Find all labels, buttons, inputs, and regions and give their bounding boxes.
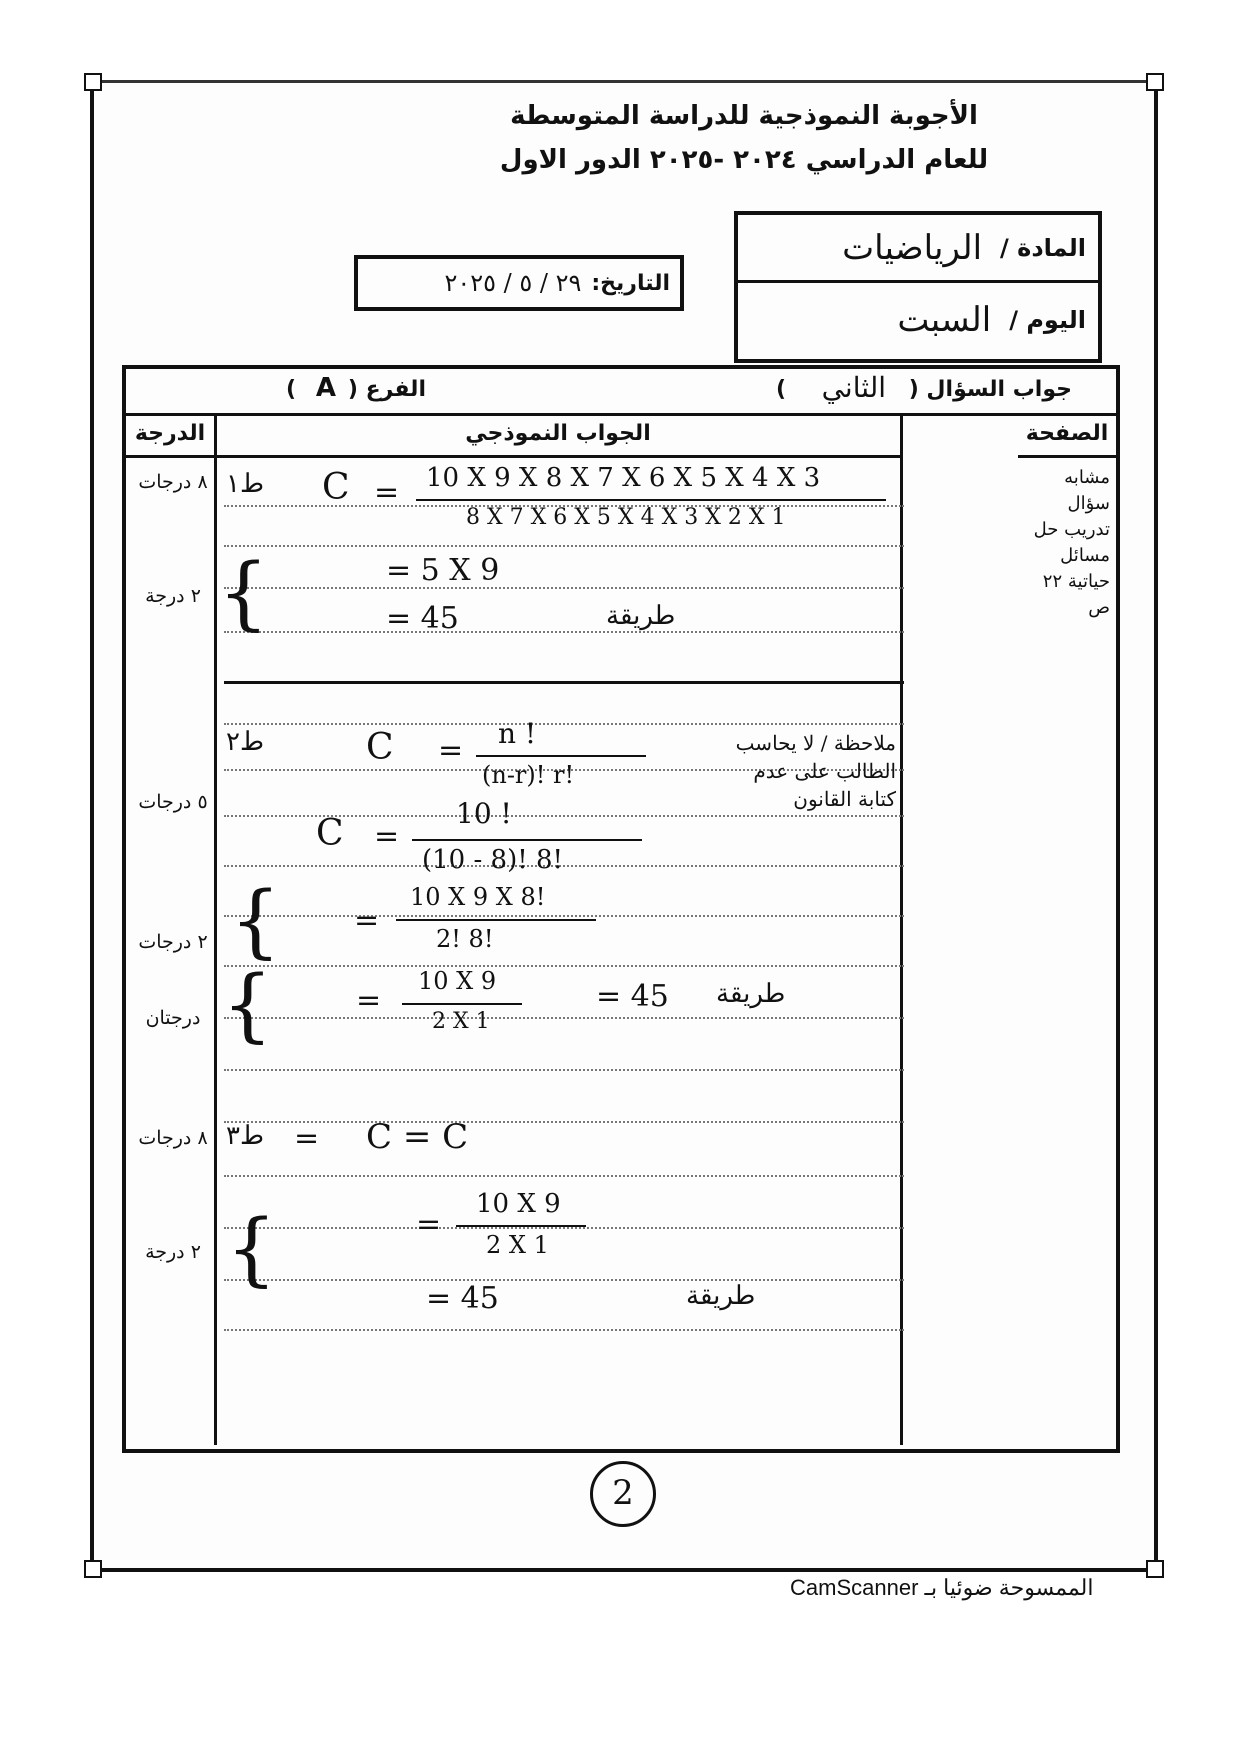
corner-mark — [1146, 1560, 1164, 1578]
corner-mark — [1146, 73, 1164, 91]
branch-value: A — [315, 373, 336, 403]
brace-icon: { — [226, 1202, 277, 1295]
ruled-line — [224, 915, 904, 917]
fraction-denominator: 2 X 1 — [486, 1231, 549, 1259]
ruled-line — [224, 545, 904, 547]
fraction-denominator: (10 - 8)! 8! — [422, 845, 563, 875]
question-value: الثاني — [821, 371, 886, 404]
fraction-denominator: 8 X 7 X 6 X 5 X 4 X 3 X 2 X 1 — [466, 505, 786, 530]
subject-value: الرياضيات — [842, 227, 983, 268]
fraction-bar — [402, 1003, 522, 1005]
subject-row — [738, 215, 1098, 283]
grade-value: ٢ درجة — [145, 1241, 201, 1263]
fraction-denominator: 2! 8! — [436, 925, 494, 953]
equals-sign: = — [438, 733, 464, 768]
combination-symbol: C — [322, 467, 350, 508]
method-label: ط١ — [226, 469, 265, 499]
ruled-line — [224, 631, 904, 633]
ruled-line — [224, 1069, 904, 1071]
branch-label: الفرع ( — [347, 377, 426, 402]
fraction-bar — [456, 1225, 586, 1227]
day-value: السبت — [897, 300, 992, 340]
brace-icon: { — [230, 874, 281, 967]
header-title: الأجوبة النموذجية للدراسة المتوسطة — [510, 101, 978, 131]
fraction-numerator: n ! — [498, 717, 537, 750]
exam-sheet — [90, 80, 1158, 1572]
fraction-numerator: 10 X 9 — [418, 967, 497, 995]
header-subtitle: للعام الدراسي ٢٠٢٤ -٢٠٢٥ الدور الاول — [499, 145, 989, 175]
equals-sign: = — [294, 1121, 320, 1156]
col-header-grade: الدرجة — [126, 413, 214, 458]
ruled-line — [224, 1121, 904, 1123]
answer-step: = 45 — [426, 1281, 499, 1316]
grade-value: درجتان — [145, 1007, 201, 1029]
branch-close: ) — [285, 377, 296, 402]
ruled-line — [224, 1175, 904, 1177]
fraction-numerator: 10 X 9 — [476, 1189, 561, 1219]
ruled-line — [224, 587, 904, 589]
corner-mark — [84, 1560, 102, 1578]
fraction-denominator: (n-r)! r! — [482, 761, 575, 789]
subject-box — [734, 211, 1102, 363]
grade-value: ٢ درجات — [138, 931, 208, 953]
date-box — [354, 255, 684, 311]
day-row — [738, 286, 1098, 354]
method-tag: طريقة — [686, 1281, 756, 1311]
column-divider — [900, 413, 903, 1445]
method-label: ط٢ — [226, 727, 265, 757]
day-label: اليوم / — [1009, 306, 1086, 334]
fraction-bar — [412, 839, 642, 841]
fraction-bar — [476, 755, 646, 757]
page-number-badge: 2 — [590, 1461, 656, 1527]
fraction-numerator: 10 X 9 X 8! — [410, 883, 546, 911]
equals-sign: = — [356, 983, 382, 1018]
question-row — [126, 369, 1116, 416]
ruled-line — [224, 723, 904, 725]
teacher-note: ملاحظة / لا يحاسب الطالب على عدم كتابة القانون — [735, 731, 896, 811]
scanner-watermark: الممسوحة ضوئيا بـ CamScanner — [790, 1575, 1094, 1600]
brace-icon: { — [222, 958, 273, 1051]
grade-value: ٨ درجات — [138, 471, 208, 493]
section-divider — [224, 681, 904, 684]
corner-mark — [84, 73, 102, 91]
ruled-line — [224, 1227, 904, 1229]
answer-step: = 5 X 9 — [386, 553, 500, 588]
fraction-denominator: 2 X 1 — [432, 1009, 490, 1034]
answer-table — [122, 365, 1120, 1453]
fraction-bar — [416, 499, 886, 501]
fraction-numerator: 10 X 9 X 8 X 7 X 6 X 5 X 4 X 3 — [426, 463, 821, 493]
combination-equality: C = C — [366, 1117, 469, 1157]
grade-value: ٥ درجات — [138, 791, 208, 813]
ruled-line — [224, 965, 904, 967]
ruled-line — [224, 865, 904, 867]
method-label: ط٣ — [226, 1121, 265, 1151]
date-label: التاريخ: — [591, 270, 670, 296]
equals-sign: = — [354, 903, 380, 938]
side-note: مشابه سؤال تدريب حل مسائل حياتية ٢٢ ص — [1033, 467, 1110, 618]
method-tag: طريقة — [606, 601, 676, 631]
combination-symbol: C — [366, 727, 394, 768]
col-header-page: الصفحة — [1018, 413, 1116, 458]
question-close: ) — [775, 377, 786, 402]
equals-sign: = — [416, 1207, 442, 1242]
question-label: جواب السؤال ( — [908, 377, 1072, 402]
grade-value: ٢ درجة — [145, 585, 201, 607]
answer-step: = 45 — [596, 979, 669, 1014]
method-tag: طريقة — [716, 979, 786, 1009]
equals-sign: = — [374, 475, 400, 510]
subject-label: المادة / — [1000, 233, 1086, 262]
col-header-answer: الجواب النموذجي — [216, 413, 900, 458]
answer-step: = 45 — [386, 601, 459, 636]
equals-sign: = — [374, 819, 400, 854]
fraction-numerator: 10 ! — [456, 797, 512, 830]
grade-value: ٨ درجات — [138, 1127, 208, 1149]
brace-icon: { — [218, 546, 269, 639]
fraction-bar — [396, 919, 596, 921]
ruled-line — [224, 1329, 904, 1331]
ruled-line — [224, 1017, 904, 1019]
ruled-line — [224, 1279, 904, 1281]
combination-symbol: C — [316, 813, 344, 854]
date-value: ٢٩ / ٥ / ٢٠٢٥ — [444, 269, 582, 297]
